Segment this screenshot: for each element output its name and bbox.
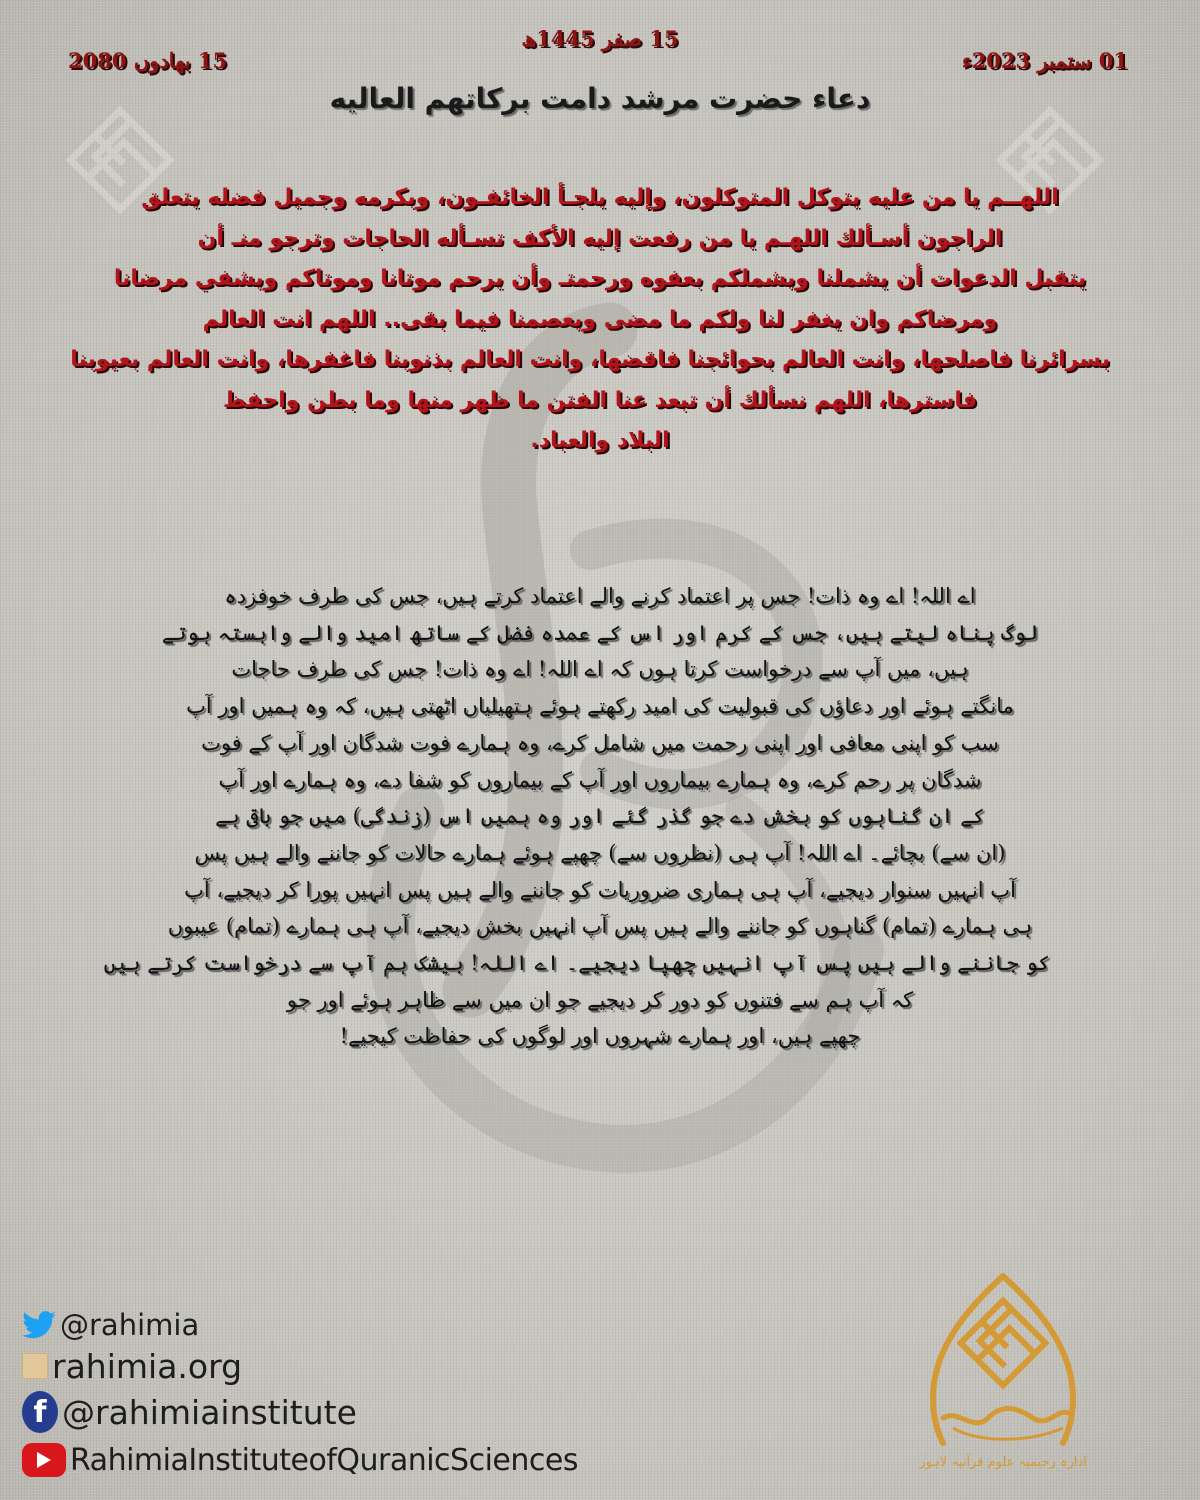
youtube-icon — [22, 1443, 66, 1477]
facebook-icon: f — [22, 1391, 58, 1433]
website-link[interactable] — [22, 1344, 578, 1388]
facebook-handle: @rahimiainstitute — [62, 1392, 357, 1432]
date-bikrami: 15 بھادوں 2080 — [68, 48, 228, 73]
twitter-link[interactable] — [22, 1306, 578, 1344]
arabic-line: فاسترها، اللهم نسألك أن تبعد عنا الفتن ما ظهر منها وما بطن واحفظ — [222, 387, 978, 413]
arabic-line: بسرائرنا فاصلحها، وانت العالم بحوائجنا فاقضها، وانت العالم بذنوبنا فاغفرها، وانت العالم بعيوبنا — [70, 347, 1110, 372]
social-links — [22, 1306, 578, 1484]
facebook-link[interactable] — [22, 1388, 578, 1436]
twitter-icon — [22, 1311, 56, 1339]
urdu-line: مانگتے ہوئے اور دعاؤں کی قبولیت کی امید رکھتے ہوئے ہتھیلیاں اٹھتی ہیں، کہ وہ ہمیں اور آپ — [186, 694, 1014, 719]
youtube-link[interactable] — [22, 1436, 578, 1484]
urdu-line: آپ انہیں سنوار دیجیے، آپ ہی ہماری ضروریات کو جاننے والے ہیں پس انہیں پورا کر دیجیے، آپ — [184, 877, 1016, 902]
urdu-translation — [103, 578, 1050, 1055]
arabic-dua — [70, 178, 1110, 462]
urdu-line: ہی ہمارے (تمام) گناہوں کو جاننے والے ہیں پس آپ انہیں بخش دیجیے، آپ ہی ہمارے (تمام) عیبوں — [167, 914, 1033, 939]
logo-subtitle: ادارہ رحیمیہ علوم قرآنیہ لاہور — [919, 1455, 1087, 1470]
page-title: دعاء حضرت مرشد دامت برکاتهم العالیه — [329, 82, 871, 115]
urdu-line: اے اللہ! اے وہ ذات! جس پر اعتماد کرنے والے اعتماد کرتے ہیں، جس کی طرف خوفزدہ — [224, 584, 976, 608]
date-gregorian: 01 ستمبر 2023ء — [961, 48, 1128, 73]
arabic-line: الراجون أسـألك اللهـم يا من رفعت إليه الأكف تسـأله الحاجات وترجو منـ أن — [197, 225, 1003, 251]
urdu-line: سب کو اپنی معافی اور اپنی رحمت میں شامل کرے، وہ ہمارے فوت شدگان اور آپ کے فوت — [201, 730, 999, 755]
urdu-line: کے ان گناہوں کو بخش دے جو گذر گئے اور وہ ہمیں اس (زندگی) میں جو باقی ہے — [215, 804, 985, 829]
date-hijri: 15 صفر 1445ھ — [521, 26, 679, 51]
arabic-line: البلاد والعباد. — [530, 428, 670, 453]
urdu-line: ہیں، میں آپ سے درخواست کرتا ہوں کہ اے اللہ! اے وہ ذات! جس کی طرف حاجات — [231, 657, 969, 682]
arabic-line: اللهــم يا من عليه يتوكل المتوكلون، وإليه يلجـأ الخائفـون، وبكرمه وجميل فضله يتعلق — [141, 185, 1059, 210]
arabic-line: ومرضاكم وان يغفر لنا ولكم ما مضى ويعصمنا فيما بقى.. اللهم انت العالم — [202, 306, 998, 332]
urdu-line: (ان سے) بچائے۔ اے اللہ! آپ ہی (نظروں سے) چھپے ہوئے ہمارے حالات کو جاننے والے ہیں پس — [194, 840, 1006, 865]
urdu-line: لوگ پناہ لیتے ہیں، جس کے کرم اور اس کے عمدہ فضل کے ساتھ امید والے وابستہ ہوتے — [161, 620, 1039, 645]
urdu-line: شدگان پر رحم کرے، وہ ہمارے بیماروں اور آپ کے بیماروں کو شفا دے، وہ ہمارے اور آپ — [218, 767, 982, 792]
web-icon — [22, 1353, 48, 1379]
rahimia-logo — [918, 1268, 1088, 1498]
youtube-channel: RahimiaInstituteofQuranicSciences — [70, 1442, 578, 1478]
urdu-line: چھپے ہیں، اور ہمارے شہروں اور لوگوں کی حفاظت کیجیے! — [339, 1024, 861, 1049]
arabic-line: يتقبل الدعوات أن يشملنا ويشملكم بعفوه ورحمتـ وأن يرحم موتانا وموتاكم ويشفي مرضانا — [113, 266, 1087, 291]
website-url: rahimia.org — [52, 1346, 243, 1386]
urdu-line: کہ آپ ہم سے فتنوں کو دور کر دیجیے جو ان میں سے ظاہر ہوئے اور جو — [286, 987, 914, 1012]
urdu-line: کو جاننے والے ہیں پس آپ انہیں چھپا دیجیے۔ اے اللہ! بیشک ہم آپ سے درخواست کرتے ہیں — [103, 951, 1050, 976]
twitter-handle: @rahimia — [60, 1308, 200, 1342]
